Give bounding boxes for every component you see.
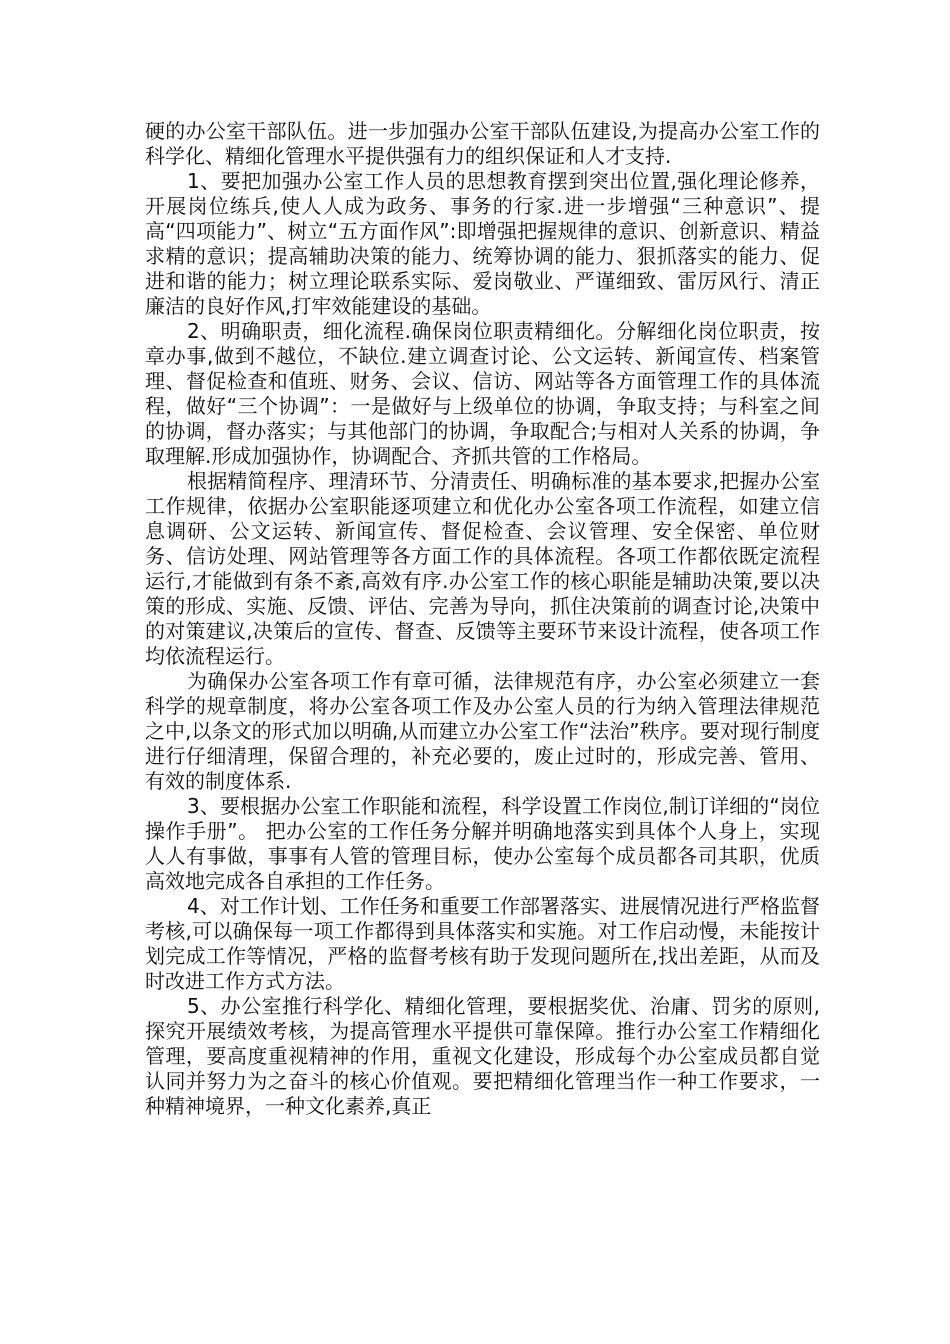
paragraph-item-1: 1、要把加强办公室工作人员的思想教育摆到突出位置,强化理论修养，开展岗位练兵,使人人成为政务、事务的行家.进一步增强“三种意识”、提高“四项能力”、树立“五方面作风”:即增强把握规律的意识、创新意识、精益求精的意识；提高辅助决策的能力、统筹协调的能力、狠抓落实的能力、促进和谐的能力；树立理论联系实际、爱岗敬业、严谨细致、雷厉风行、清正廉洁的良好作风,打牢效能建设的基础。: [145, 169, 820, 318]
paragraph-workflow: 根据精简程序、理清环节、分清责任、明确标准的基本要求,把握办公室工作规律，依据办公室职能逐项建立和优化办公室各项工作流程，如建立信息调研、公文运转、新闻宣传、督促检查、会议管理、安全保密、单位财务、信访处理、网站管理等各方面工作的具体流程。各项工作都依既定流程运行,才能做到有条不紊,高效有序.办公室工作的核心职能是辅助决策,要以决策的形成、实施、反馈、评估、完善为导向，抓住决策前的调查讨论,决策中的对策建议,决策后的宣传、督查、反馈等主要环节来设计流程，使各项工作均依流程运行。: [145, 469, 820, 668]
paragraph-item-5: 5、办公室推行科学化、精细化管理，要根据奖优、治庸、罚劣的原则,探究开展绩效考核，为提高管理水平提供可靠保障。推行办公室工作精细化管理，要高度重视精神的作用，重视文化建设，形成每个办公室成员都自觉认同并努力为之奋斗的核心价值观。要把精细化管理当作一种工作要求，一种精神境界，一种文化素养,真正: [145, 994, 820, 1118]
paragraph-continuation: 硬的办公室干部队伍。进一步加强办公室干部队伍建设,为提高办公室工作的科学化、精细化管理水平提供强有力的组织保证和人才支持.: [145, 119, 820, 168]
paragraph-item-2: 2、明确职责，细化流程.确保岗位职责精细化。分解细化岗位职责，按章办事,做到不越位，不缺位.建立调查讨论、公文运转、新闻宣传、档案管理、督促检查和值班、财务、会议、信访、网站等各方面管理工作的具体流程，做好“三个协调”：一是做好与上级单位的协调，争取支持；与科室之间的协调，督办落实；与其他部门的协调，争取配合;与相对人关系的协调，争取理解.形成加强协作，协调配合、齐抓共管的工作格局。: [145, 319, 820, 468]
paragraph-item-4: 4、对工作计划、工作任务和重要工作部署落实、进展情况进行严格监督考核,可以确保每一项工作都得到具体落实和实施。对工作启动慢，未能按计划完成工作等情况，严格的监督考核有助于发现问题所在,找出差距，从而及时改进工作方式方法。: [145, 894, 820, 993]
paragraph-rules: 为确保办公室各项工作有章可循，法律规范有序，办公室必须建立一套科学的规章制度，将办公室各项工作及办公室人员的行为纳入管理法律规范之中,以条文的形式加以明确,从而建立办公室工作“法治”秩序。要对现行制度进行仔细清理，保留合理的，补充必要的，废止过时的，形成完善、管用、有效的制度体系.: [145, 669, 820, 793]
paragraph-item-3: 3、要根据办公室工作职能和流程，科学设置工作岗位,制订详细的“岗位操作手册”。 把办公室的工作任务分解并明确地落实到具体个人身上，实现人人有事做，事事有人管的管理目标，使办公室每个成员都各司其职，优质高效地完成各自承担的工作任务。: [145, 794, 820, 893]
document-page: [145, 119, 820, 1119]
